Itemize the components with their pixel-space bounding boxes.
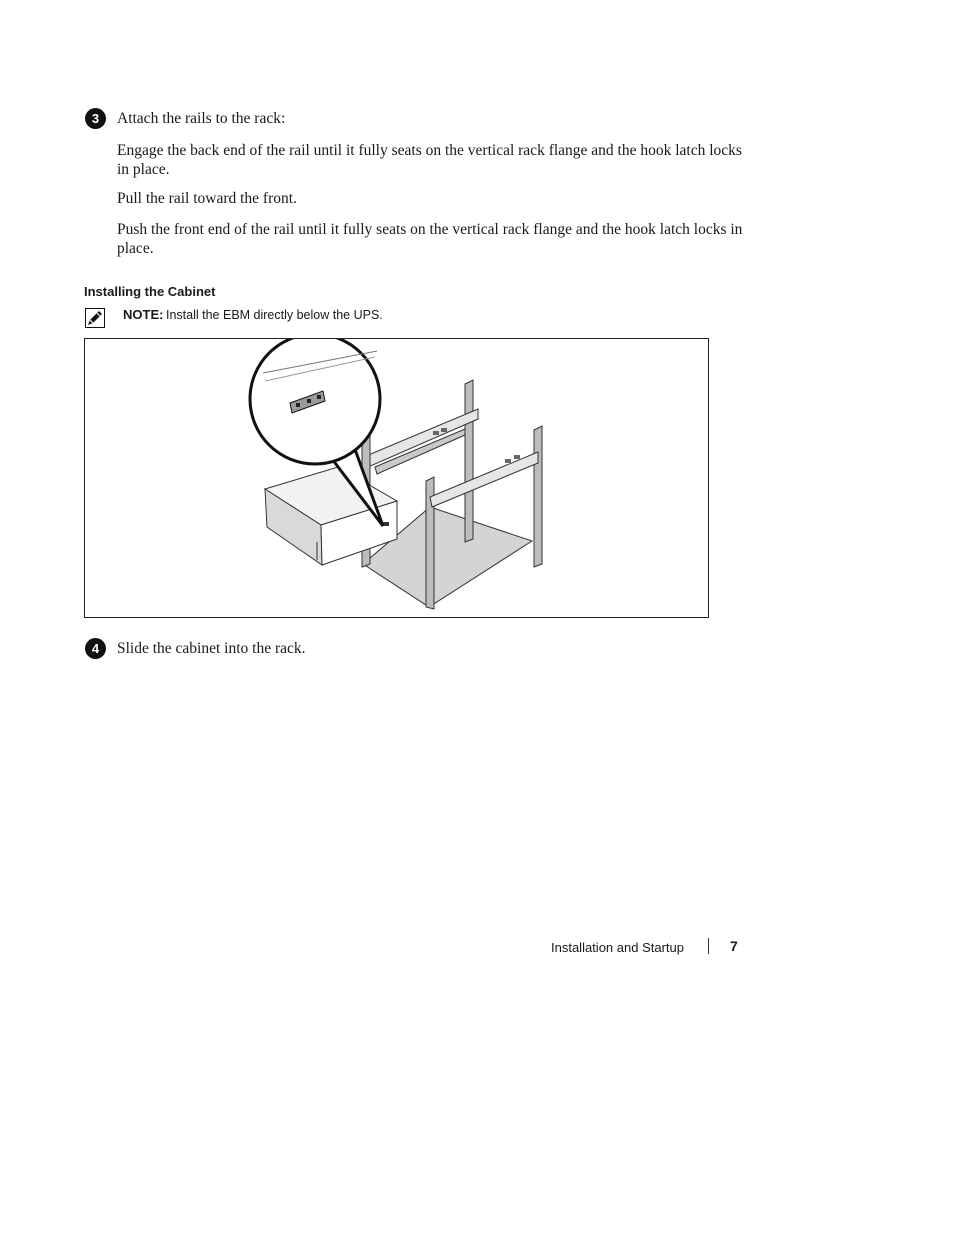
step-3-paragraph-1: Engage the back end of the rail until it fully seats on the vertical rack flange and the hook latch locks in place. [117,142,742,178]
section-heading: Installing the Cabinet [84,284,216,299]
step-4-text: Slide the cabinet into the rack. [117,640,306,657]
footer-title: Installation and Startup [551,940,684,955]
cabinet-rack-illustration [84,338,709,618]
step-3-paragraph-3: Push the front end of the rail until it fully seats on the vertical rack flange and the hook latch locks in place. [117,221,743,257]
note-text: Install the EBM directly below the UPS. [166,308,383,322]
pencil-icon [85,308,105,328]
step-3-lead: Attach the rails to the rack: [117,110,286,127]
page-number: 7 [730,938,738,954]
step-3-paragraph-2: Pull the rail toward the front. [117,190,297,207]
footer-separator [708,938,709,954]
step-3-badge: 3 [85,108,106,129]
note-label: NOTE: [123,307,164,322]
step-4-badge: 4 [85,638,106,659]
